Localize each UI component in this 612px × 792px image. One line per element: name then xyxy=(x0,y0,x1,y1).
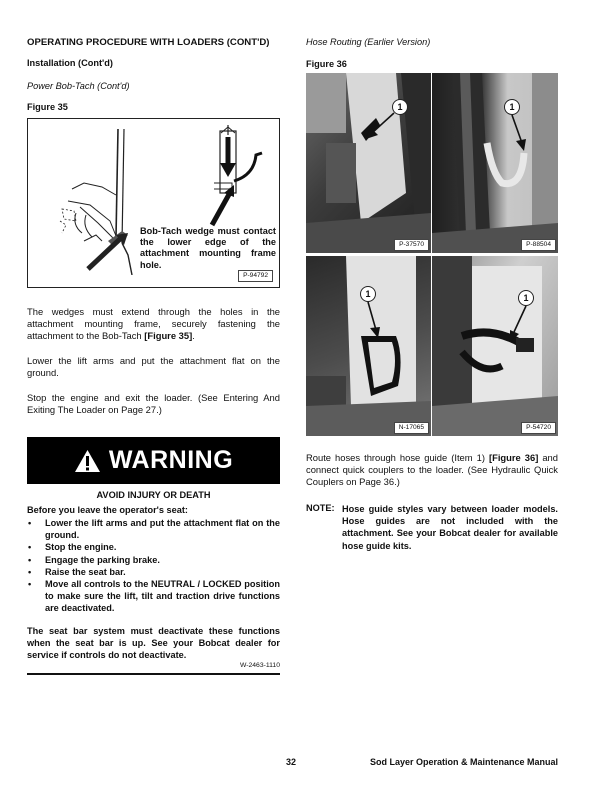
warning-footer-text: The seat bar system must deactivate these functions when the seat bar is up. See your Bobcat dealer for service if controls do not deactivate. xyxy=(27,626,280,661)
hose-guide-photo-4 xyxy=(432,256,558,436)
warning-item: • Raise the seat bar. xyxy=(27,566,280,578)
wedge-paragraph-end: . xyxy=(192,330,195,342)
stop-engine-paragraph: Stop the engine and exit the loader. (See Entering And Exiting The Loader on Page 27.) xyxy=(27,392,280,416)
figure-35-code: P-94792 xyxy=(238,270,273,282)
hose-guide-photo-3 xyxy=(306,256,431,436)
photo-4-shapes xyxy=(432,256,558,436)
manual-title: Sod Layer Operation & Maintenance Manual xyxy=(369,757,558,767)
photo-3-code: N-17065 xyxy=(394,422,429,434)
pointer-arrow-icon xyxy=(504,304,534,344)
figure-35-caption: Bob-Tach wedge must contact the lower edge of the attachment mounting frame hole. xyxy=(140,226,276,270)
warning-rule xyxy=(27,673,280,675)
warning-item: • Engage the parking brake. xyxy=(27,554,280,566)
wedge-paragraph xyxy=(27,306,280,343)
figure-36-label: Figure 36 xyxy=(306,59,347,69)
photo-1-code: P-37570 xyxy=(394,239,429,251)
hose-guide-photo-1 xyxy=(306,73,431,253)
photo-3-shapes xyxy=(306,256,431,436)
callout-1-photo-3: 1 xyxy=(360,286,376,302)
figure-35-frame xyxy=(27,118,280,288)
warning-list xyxy=(27,517,280,615)
hose-routing-subheading: Hose Routing (Earlier Version) xyxy=(306,37,431,47)
section-heading: OPERATING PROCEDURE WITH LOADERS (CONT'D) xyxy=(27,37,270,48)
callout-1-photo-4: 1 xyxy=(518,290,534,306)
bobtach-subheading: Power Bob-Tach (Cont'd) xyxy=(27,81,130,91)
route-hoses-text-end: and connect quick couplers to the loader. (See Hydraulic Quick Couplers on Page 36.) xyxy=(306,452,558,488)
figure-35-reference: [Figure 35] xyxy=(144,330,193,342)
wedge-detail-illustration xyxy=(204,123,284,233)
warning-triangle-icon xyxy=(74,449,101,473)
avoid-injury-heading: AVOID INJURY OR DEATH xyxy=(96,490,211,500)
callout-1-photo-2: 1 xyxy=(504,99,520,115)
hose-guide-photo-2 xyxy=(432,73,558,253)
warning-code: W-2463-1110 xyxy=(239,662,280,669)
route-hoses-paragraph xyxy=(306,452,558,489)
photo-2-code: P-88504 xyxy=(521,239,556,251)
warning-intro: Before you leave the operator's seat: xyxy=(27,505,188,515)
route-hoses-text: Route hoses through hose guide (Item 1) xyxy=(306,452,489,463)
lower-arms-paragraph: Lower the lift arms and put the attachment flat on the ground. xyxy=(27,355,280,379)
warning-item: • Stop the engine. xyxy=(27,541,280,553)
installation-heading: Installation (Cont'd) xyxy=(27,58,113,68)
bobtach-wedge-illustration xyxy=(32,125,144,275)
callout-1-photo-1: 1 xyxy=(392,99,408,115)
photo-1-shapes xyxy=(306,73,431,253)
pointer-arrow-icon xyxy=(364,300,384,340)
warning-item: • Move all controls to the NEUTRAL / LOCKED position to make sure the lift, tilt and traction drive functions are deactivated. xyxy=(27,578,280,615)
figure-36-reference: [Figure 36] xyxy=(488,452,539,463)
warning-title: WARNING xyxy=(108,446,234,474)
pointer-arrow-icon xyxy=(506,113,530,153)
figure-35-label: Figure 35 xyxy=(27,102,68,112)
note-label: NOTE: xyxy=(306,503,335,513)
warning-item: • Lower the lift arms and put the attachment flat on the ground. xyxy=(27,517,280,541)
photo-2-shapes xyxy=(432,73,558,253)
page-number: 32 xyxy=(286,757,297,767)
note-text: Hose guide styles vary between loader models. Hose guides are not included with the attachment. See your Bobcat dealer for available hose guide kits. xyxy=(342,504,558,551)
wedge-paragraph-text: The wedges must extend through the holes in the attachment mounting frame, securely fastening the attachment to the Bob-Tach xyxy=(27,306,280,342)
pointer-arrow-icon xyxy=(362,111,402,141)
warning-banner xyxy=(27,437,280,484)
photo-4-code: P-54720 xyxy=(521,422,556,434)
